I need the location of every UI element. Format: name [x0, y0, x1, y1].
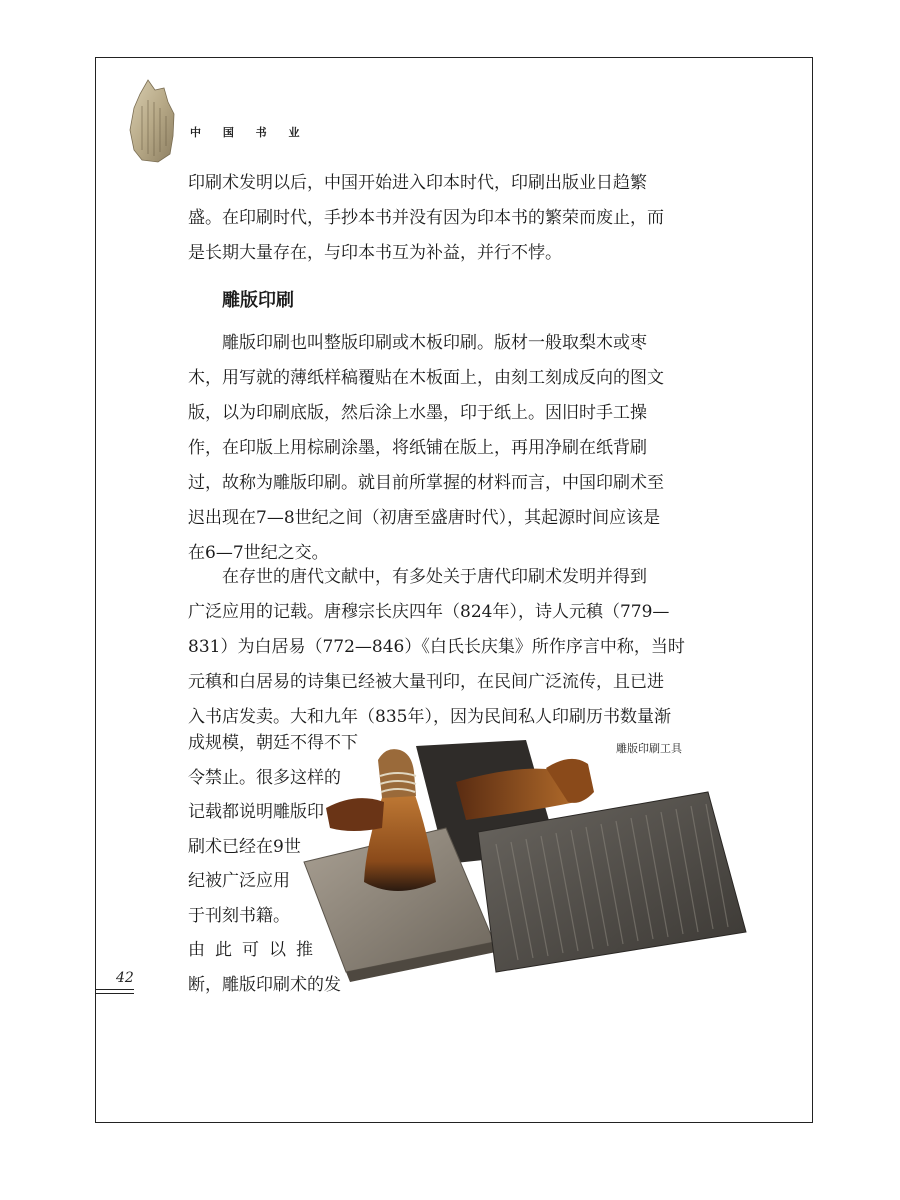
wrap-line: 令禁止。很多这样的 [188, 767, 341, 788]
paragraph-1 [188, 326, 666, 571]
woodblock-printing-tools-image [296, 732, 756, 982]
running-head: 中 国 书 业 [190, 126, 309, 139]
section-heading: 雕版印刷 [222, 290, 294, 311]
page-number-rule [96, 989, 134, 990]
para1-line: 雕版印刷也叫整版印刷或木板印刷。版材一般取梨木或枣 [222, 333, 647, 353]
para1-line: 在6—7世纪之交。 [188, 543, 329, 563]
para2-line: 广泛应用的记载。唐穆宗长庆四年（824年），诗人元稹（779— [188, 602, 670, 622]
stone-tablet-icon [128, 78, 176, 164]
wrap-line: 记载都说明雕版印 [188, 802, 324, 822]
intro-line: 盛。在印刷时代，手抄本书并没有因为印本书的繁荣而废止，而 [188, 208, 664, 228]
wrap-line: 于刊刻书籍。 [188, 905, 290, 926]
page-number-rule [96, 993, 134, 994]
para2-line: 在存世的唐代文献中，有多处关于唐代印刷术发明并得到 [222, 567, 647, 587]
para1-line: 迟出现在7—8世纪之间（初唐至盛唐时代），其起源时间应该是 [188, 508, 661, 528]
wrap-line: 断，雕版印刷术的发 [188, 974, 341, 995]
intro-line: 是长期大量存在，与印本书互为补益，并行不悖。 [188, 243, 562, 263]
para1-line: 版，以为印刷底版，然后涂上水墨，印于纸上。因旧时手工操 [188, 403, 647, 423]
paragraph-2 [188, 560, 685, 735]
wrap-line: 由此可以推 [188, 940, 323, 960]
wrap-line: 刷术已经在9世 [188, 836, 301, 857]
intro-paragraph [188, 166, 666, 271]
para2-line: 入书店发卖。大和九年（835年），因为民间私人印刷历书数量渐 [188, 707, 671, 727]
wrap-line: 成规模，朝廷不得不下 [188, 733, 358, 753]
intro-line: 印刷术发明以后，中国开始进入印本时代，印刷出版业日趋繁 [188, 173, 647, 193]
para1-line: 木，用写就的薄纸样稿覆贴在木板面上，由刻工刻成反向的图文 [188, 368, 664, 388]
figure-caption: 雕版印刷工具 [616, 742, 682, 755]
page-number: 42 [116, 970, 134, 986]
para2-line: 831）为白居易（772—846）《白氏长庆集》所作序言中称，当时 [188, 637, 685, 657]
wrap-line: 纪被广泛应用 [188, 871, 290, 891]
para1-line: 过，故称为雕版印刷。就目前所掌握的材料而言，中国印刷术至 [188, 473, 664, 493]
para1-line: 作，在印版上用棕刷涂墨，将纸铺在版上，再用净刷在纸背刷 [188, 438, 647, 458]
para2-line: 元稹和白居易的诗集已经被大量刊印，在民间广泛流传，且已进 [188, 672, 664, 692]
